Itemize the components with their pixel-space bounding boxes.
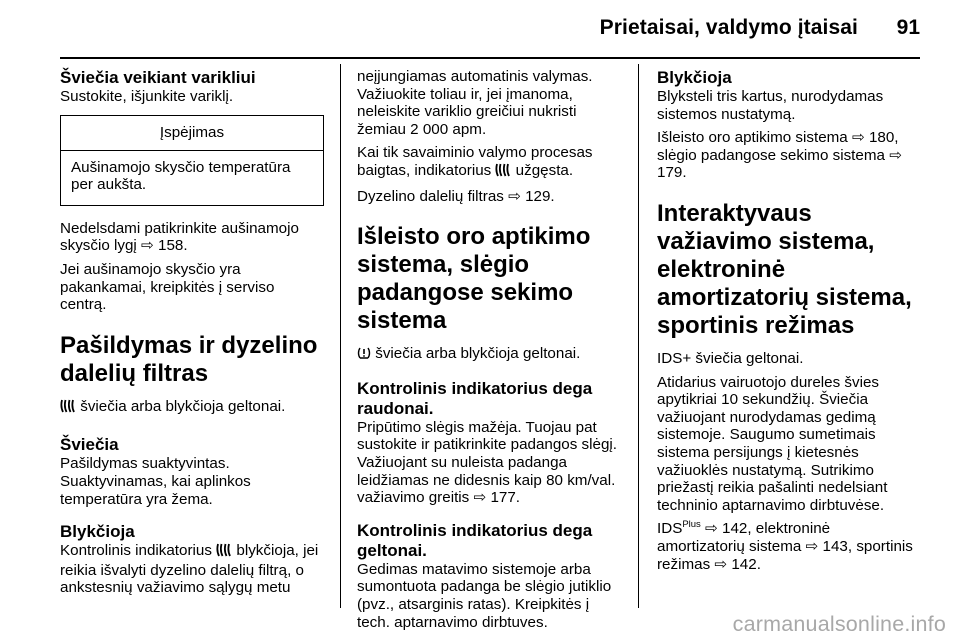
- page-ref-arrow-icon: ⇨: [889, 146, 902, 164]
- paragraph: Sustokite, išjunkite variklį.: [60, 88, 234, 105]
- section-heading: Blykčioja: [657, 68, 732, 87]
- page-ref-arrow-icon: ⇨: [508, 187, 521, 205]
- paragraph: Dyzelino dalelių filtras ⇨ 129.: [357, 187, 555, 205]
- paragraph: Kai tik savaiminio valymo procesas baigtas, indikatorius užgęsta.: [357, 144, 625, 181]
- warning-title: Įspėjimas: [61, 116, 323, 151]
- glow-plug-icon: [60, 399, 76, 418]
- section-heading: Kontrolinis indikatorius dega geltonai.: [357, 520, 593, 560]
- paragraph: šviečia arba blykčioja geltonai.: [357, 345, 625, 365]
- paragraph: Gedimas matavimo sistemoje arba sumontuota padanga be slėgio jutiklio (pvz., atsarginis ratas). Kreipkitės į tech. aptarnavimo dirbtuves.: [357, 560, 612, 631]
- page-ref-arrow-icon: ⇨: [141, 237, 154, 255]
- glow-plug-icon: [495, 163, 511, 182]
- warning-text: Aušinamojo skysčio temperatūra per aukšta.: [71, 158, 291, 194]
- watermark: carmanualsonline.info: [732, 612, 946, 636]
- paragraph: šviečia arba blykčioja geltonai.: [60, 398, 325, 418]
- warning-box: [60, 115, 324, 206]
- section-heading: Kontrolinis indikatorius dega raudonai.: [357, 378, 593, 418]
- page-ref-arrow-icon: ⇨: [805, 537, 819, 555]
- paragraph: Atidarius vairuotojo dureles švies apytikriai 10 sekundžių. Šviečia važiuojant nurodydamas gedimą sistemoje. Saugumo sumetimais sistema persijungs į kietesnės važiuoklės nustatymą. Sutrikimo priežastį reikia pašalinti nedelsiant techninio aptarnavimo dirbtuvėse.: [657, 373, 888, 514]
- page-header: [60, 0, 920, 58]
- paragraph: $IDS^{Plus}$ ⇨ 142, elektroninė amortizatorių sistema ⇨ 143, sportinis režimas ⇨ 142.: [657, 519, 913, 573]
- page-ref-arrow-icon: ⇨: [714, 555, 728, 573]
- tire-pressure-icon: [357, 346, 371, 365]
- paragraph: Blyksteli tris kartus, nurodydamas sistemos nustatymą.: [657, 88, 884, 123]
- section-heading: Išleisto oro aptikimo sistema, slėgio padangose sekimo sistema: [357, 223, 591, 335]
- paragraph: Jei aušinamojo skysčio yra pakankamai, kreipkitės į serviso centrą.: [60, 260, 275, 314]
- paragraph: Pripūtimo slėgis mažėja. Tuojau pat sustokite ir patikrinkite padangos slėgį. Važiuojant su nuleista padanga leidžiamas ne didesnis kaip 80 km/val. važiavimo greitis ⇨ 177.: [357, 418, 618, 507]
- paragraph: Išleisto oro aptikimo sistema ⇨ 180, slėgio padangose sekimo sistema ⇨ 179.: [657, 129, 902, 182]
- section-heading: Šviečia veikiant varikliui: [60, 68, 256, 87]
- page-ref-arrow-icon: ⇨: [473, 489, 487, 507]
- header-title: Prietaisai, valdymo įtaisai: [599, 16, 858, 39]
- paragraph: Pašildymas suaktyvintas.: [60, 455, 230, 473]
- section-heading: Šviečia: [60, 435, 119, 455]
- column-divider-2: [638, 64, 639, 608]
- page-ref-arrow-icon: ⇨: [851, 129, 865, 147]
- glow-plug-icon: [216, 543, 232, 562]
- paragraph: Nedelsdami patikrinkite aušinamojo skysčio lygį ⇨ 158.: [60, 219, 299, 255]
- section-heading: Blykčioja: [60, 522, 135, 542]
- page-number: 91: [896, 16, 920, 39]
- paragraph: IDS+ šviečia geltonai.: [657, 349, 804, 367]
- column-3: [657, 68, 920, 573]
- page-ref-arrow-icon: ⇨: [705, 520, 718, 538]
- paragraph: Suaktyvinamas, kai aplinkos temperatūra yra žema.: [60, 472, 251, 508]
- column-divider-1: [340, 64, 341, 608]
- section-heading: Interaktyvaus važiavimo sistema, elektroninė amortizatorių sistema, sportinis režimas: [657, 199, 912, 339]
- header-divider: [60, 57, 920, 59]
- column-1: [60, 68, 325, 597]
- column-2: [357, 68, 625, 631]
- paragraph: Kontrolinis indikatorius blykčioja, jei reikia išvalyti dyzelino dalelių filtrą, o ankstesnių važiavimo sąlygų metu: [60, 542, 319, 597]
- paragraph: neįjungiamas automatinis valymas. Važiuokite toliau ir, jei įmanoma, neleiskite variklio greičiui nukristi žemiau 2 000 apm.: [357, 68, 593, 138]
- section-heading: Pašildymas ir dyzelino dalelių filtras: [60, 331, 318, 387]
